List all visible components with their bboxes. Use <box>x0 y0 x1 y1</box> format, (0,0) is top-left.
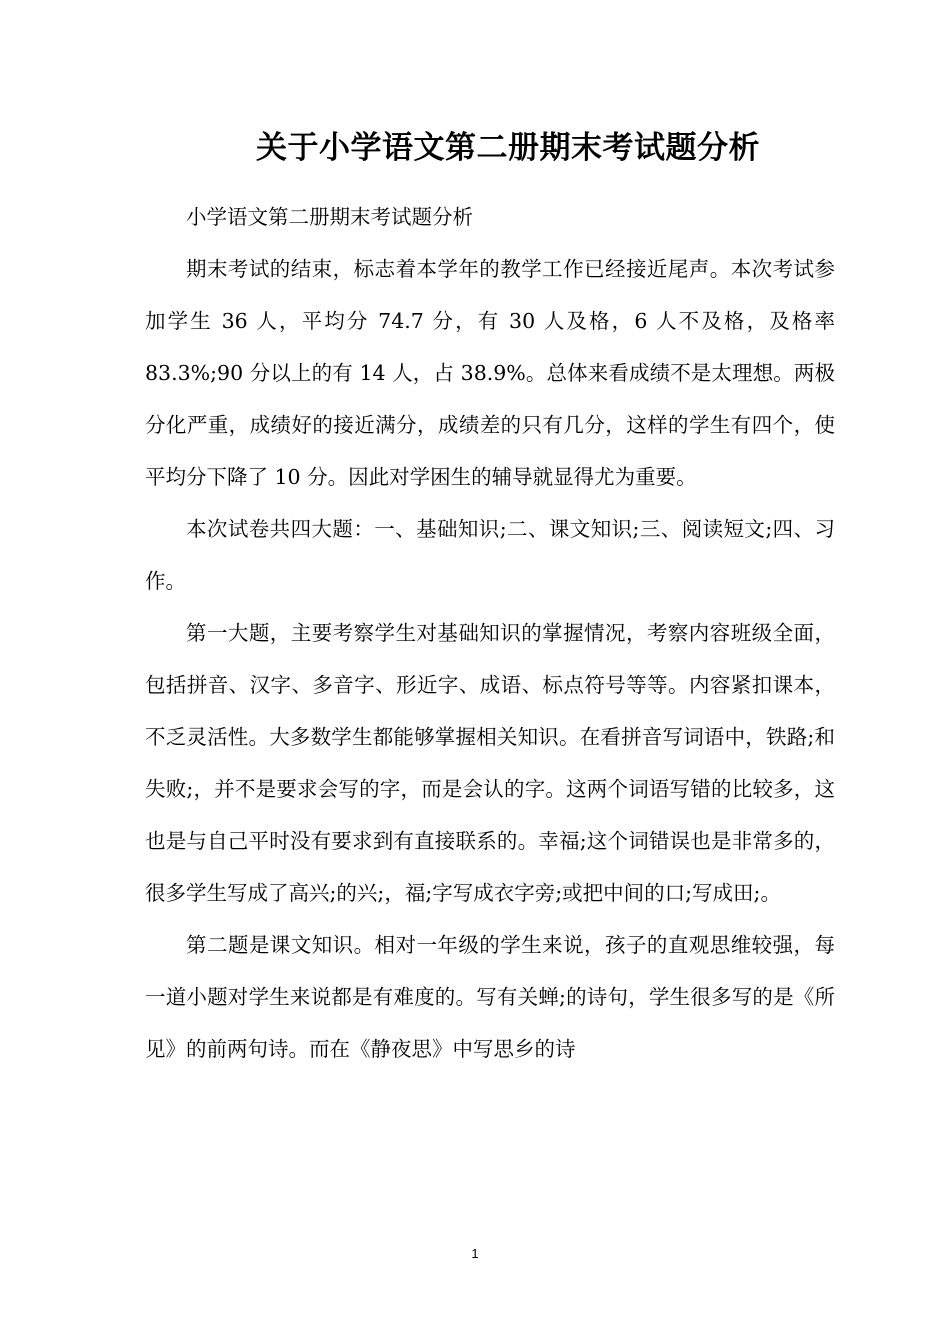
subtitle-paragraph: 小学语文第二册期末考试题分析 <box>186 205 473 229</box>
structure-paragraph: 本次试卷共四大题：一、基础知识;二、课文知识;三、阅读短文;四、习作。 <box>145 517 835 593</box>
page-number: 1 <box>471 1246 479 1261</box>
document-body <box>145 191 835 1075</box>
section-two-paragraph: 第二题是课文知识。相对一年级的学生来说，孩子的直观思维较强，每一道小题对学生来说都是有难度的。写有关蝉;的诗句，学生很多写的是《所见》的前两句诗。而在《静夜思》中写思乡的诗 <box>145 933 835 1061</box>
intro-paragraph: 期末考试的结束，标志着本学年的教学工作已经接近尾声。本次考试参加学生 36 人，平均分 74.7 分，有 30 人及格，6 人不及格，及格率 83.3%;90 分以上的有 14 人，占 38.9%。总体来看成绩不是太理想。两极分化严重，成绩好的接近满分，成绩差的只有几分，这样的学生有四个，使平均分下降了 10 分。因此对学困生的辅导就显得尤为重要。 <box>145 257 835 489</box>
section-one-paragraph: 第一大题，主要考察学生对基础知识的掌握情况，考察内容班级全面，包括拼音、汉字、多音字、形近字、成语、标点符号等等。内容紧扣课本，不乏灵活性。大多数学生都能够掌握相关知识。在看拼音写词语中，铁路;和失败;，并不是要求会写的字，而是会认的字。这两个词语写错的比较多，这也是与自己平时没有要求到有直接联系的。幸福;这个词错误也是非常多的，很多学生写成了高兴;的兴;，福;字写成衣字旁;或把中间的口;写成田;。 <box>145 621 835 905</box>
document-title: 关于小学语文第二册期末考试题分析 <box>256 130 760 166</box>
